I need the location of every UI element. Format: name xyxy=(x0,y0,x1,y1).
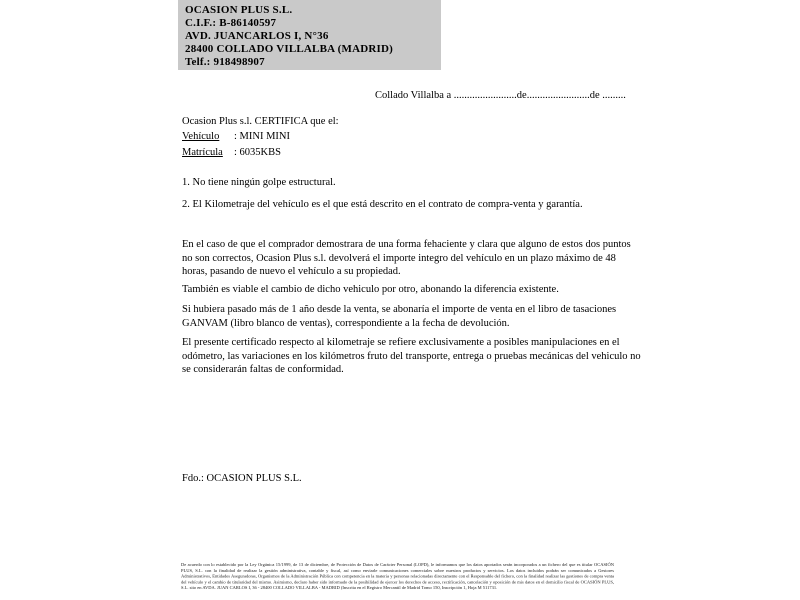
company-letterhead xyxy=(178,0,441,70)
legal-notice-text: De acuerdo con lo establecido por la Ley Orgánica 15/1999, de 13 de diciembre, de Protección de Datos de Carácter Personal (LOPD), le informamos que los datos aportados serán incorporados a un fichero del que es titular OCASIÓN PLUS, S.L. con la finalidad de realizar la gestión administrativa, contable y fiscal, así como enviarle comunicaciones comerciales sobre nuestros productos y servicios. Los datos incluidos podrán ser comunicados a Gestores Administrativos, Entidades Aseguradoras, Organismos de la Administración Pública con competencia en la materia y personas relacionadas directamente con el Responsable del fichero, con la finalidad realizar las gestiones de compra venta del vehículo y el cambio de titularidad del mismo. Asimismo, declaro haber sido informado de la posibilidad de ejercer los derechos de acceso, rectificación, cancelación y oposición de mis datos en el domicilio fiscal de OCASIÓN PLUS, S.L. sito en AVDA. JUAN CARLOS I, 36 - 28400 COLLADO VILLALBA - MADRID (Inscrita en el Registro Mercantil de Madrid Tomo 150, Inscripción 1, Hoja M 511731. xyxy=(181,562,614,591)
condition-item-2: 2. El Kilometraje del vehículo es el que está descrito en el contrato de compra-venta y garantía. xyxy=(182,199,583,210)
vehicle-row xyxy=(182,131,290,142)
certification-intro: Ocasion Plus s.l. CERTIFICA que el: xyxy=(182,116,339,127)
paragraph-exchange: También es viable el cambio de dicho vehiculo por otro, abonando la diferencia existente. xyxy=(182,284,559,295)
paragraph-odometer: El presente certificado respecto al kilometraje se refiere exclusivamente a posibles manipulaciones en el odómetro, las variaciones en los kilómetros fruto del transporte, entrega o pruebas mecánicas del vehiculo no se considerarán faltas de conformidad. xyxy=(182,337,641,375)
signature-line: Fdo.: OCASION PLUS S.L. xyxy=(182,473,302,484)
vehicle-value: : MINI MINI xyxy=(234,131,290,142)
company-address: AVD. JUANCARLOS I, N°36 xyxy=(185,30,329,42)
date-line: Collado Villalba a ........................de........................de ......... xyxy=(375,90,626,101)
plate-value: : 6035KBS xyxy=(234,147,281,158)
company-name: OCASION PLUS S.L. xyxy=(185,4,293,16)
paragraph-refund: En el caso de que el comprador demostrara de una forma fehaciente y clara que alguno de estos dos puntos no son correctos, Ocasion Plus s.l. devolverá el importe integro del vehículo en un plazo máximo de 48 horas, pasando de nuevo el vehículo a su propiedad. xyxy=(182,239,631,277)
vehicle-label: Vehículo xyxy=(182,131,220,142)
paragraph-ganvam: Si hubiera pasado más de 1 año desde la venta, se abonaría el importe de venta en el libro de tasaciones GANVAM (libro blanco de ventas), correspondiente a la fecha de devolución. xyxy=(182,304,617,329)
condition-item-1: 1. No tiene ningún golpe estructural. xyxy=(182,177,336,188)
company-cif: C.I.F.: B-86140597 xyxy=(185,17,277,29)
company-city: 28400 COLLADO VILLALBA (MADRID) xyxy=(185,43,393,55)
company-phone: Telf.: 918498907 xyxy=(185,56,265,68)
plate-label: Matrícula xyxy=(182,147,223,158)
legal-notice-area xyxy=(181,562,614,600)
plate-row xyxy=(182,147,281,158)
